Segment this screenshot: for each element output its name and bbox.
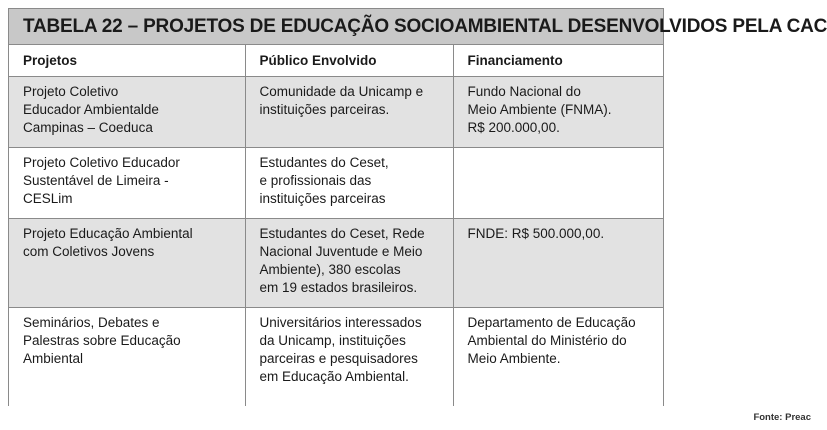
cell-projeto: Projeto Educação Ambiental com Coletivos Jovens [9,219,245,308]
table-row [9,308,663,406]
table-frame [8,8,827,406]
cell-publico: Universitários interessados da Unicamp, instituições parceiras e pesquisadores em Educação Ambiental. [245,308,453,406]
cell-financiamento [453,148,663,219]
column-header-projetos: Projetos [9,45,245,77]
cell-financiamento: Departamento de Educação Ambiental do Ministério do Meio Ambiente. [453,308,663,406]
cell-publico: Estudantes do Ceset, e profissionais das instituições parceiras [245,148,453,219]
cell-projeto: Projeto Coletivo Educador Sustentável de Limeira - CESLim [9,148,245,219]
column-header-publico: Público Envolvido [245,45,453,77]
table-row [9,77,663,148]
source-note: Fonte: Preac [753,412,811,423]
cell-publico: Comunidade da Unicamp e instituições parceiras. [245,77,453,148]
cell-projeto: Seminários, Debates e Palestras sobre Educação Ambiental [9,308,245,406]
table-title: TABELA 22 – PROJETOS DE EDUCAÇÃO SOCIOAMBIENTAL DESENVOLVIDOS PELA CAC [9,9,663,45]
column-header-financiamento: Financiamento [453,45,663,77]
table-row [9,219,663,308]
header-row [9,45,663,77]
cell-publico: Estudantes do Ceset, Rede Nacional Juventude e Meio Ambiente), 380 escolas em 19 estados brasileiros. [245,219,453,308]
cell-financiamento: Fundo Nacional do Meio Ambiente (FNMA). R$ 200.000,00. [453,77,663,148]
projects-table [9,45,663,406]
table-row [9,148,663,219]
cell-projeto: Projeto Coletivo Educador Ambientalde Campinas – Coeduca [9,77,245,148]
cell-financiamento: FNDE: R$ 500.000,00. [453,219,663,308]
